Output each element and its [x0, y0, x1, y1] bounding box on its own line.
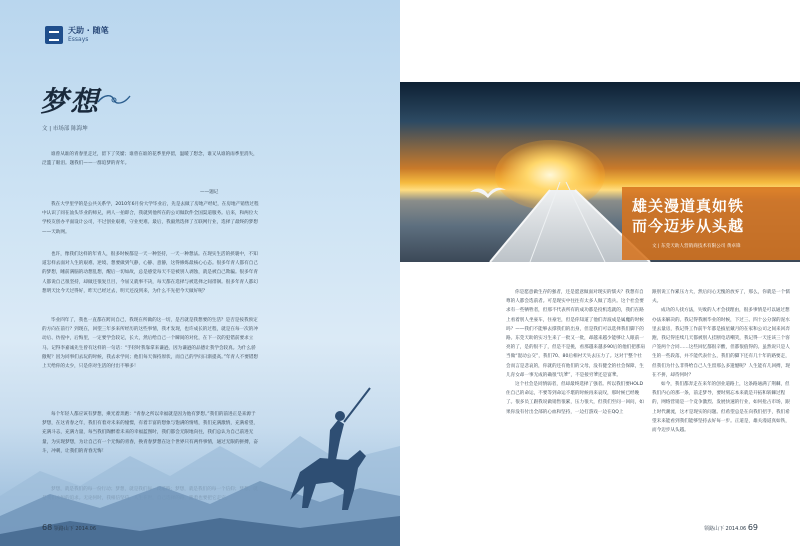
left-footer-text: 领路山下 2014.06 — [53, 526, 97, 532]
intro-paragraph: 谁曾从谁的青春里走过，留下了笑靥；谁曾在谁的花季里停留，温暖了想念，谁又从谁的雨季里消失，泛滥了眼泪。题我们——一群追梦的青年。 — [42, 152, 258, 167]
headline-line-2: 而今迈步从头越 — [632, 217, 745, 235]
headline-box — [622, 187, 800, 260]
right-page-footer — [704, 523, 758, 532]
article-byline: 文 | 市场部 陈海坤 — [42, 126, 88, 132]
left-page-number: 68 — [42, 523, 53, 532]
headline-line-1: 雄关漫道真如铁 — [632, 197, 745, 215]
text-column-1 — [506, 288, 646, 417]
left-page-footer — [42, 523, 96, 532]
body-paragraph-3: 毕业四年了，我也一直都在跨问自己，我现在所做的这一切，是否就是我想要的生活？是否是按我预定的方向在前行？到现在，回望三年多来所经历的这些事情，我才发现，也许成长的过程，就是在每一次的冲动后、彷徨中，后悔里，一定要学会较记，长大，然后给自己一个瞬间的对化，在下一次的犯错前要求立马。记得李嘉诚先生曾有这样的一句话：“手轻时我靠拿来谦逊，因为谦逊的品德让我学会较真。为什么骄傲呢？因为同事们去玩的时候，我去求学问；他们每天保持原状，而自己的学问日渐提高。”年青人不要错想上天给你的太少，只是你对生活的付出不够多！ — [42, 318, 258, 370]
seagull-icon — [468, 182, 508, 206]
column1-paragraph-2: 这个社会是同情弱者，但却最终选择了强者。所以我们要HOLD住自己的命运，不要等到命运不堪的时候再来哀叹，那时候已经晚了。很多员工跟我说做销售很累，压力很大，但我们至问一回问，如果你没有付出全部的心血和坚持，一边打游戏一边在QQ上 — [506, 382, 644, 415]
section-subtitle: Essays — [68, 36, 89, 43]
intro-signature: ——题记 — [200, 190, 219, 195]
body-paragraph-4: 每个年轻人都应该有梦想，乘光着奔跑：“青春之所以幸福就是因为他有梦想。”我们的前进正是来源于梦想，在这青春之年，我们有着对未来的憧憬，有着丰富的想象与饱满的情绪，我们充满激情，充满希望，充满斗志，充满力量，每当我们陶醉着未来的幸福蓝图时，我们都会无限地向往，我们总认为自己前进无量，为实现梦想，为让自己有一个无悔的青春，换青春梦想在这个世界只有两件事情，通过无限的拼搏，奋斗，冲刺，让我们的青春无悔！ — [42, 412, 258, 454]
right-footer-text: 领路山下 2014.06 — [703, 526, 747, 532]
section-header — [45, 26, 109, 44]
horse-rider-silhouette — [270, 380, 380, 520]
right-page-number: 69 — [747, 523, 758, 532]
right-page — [400, 0, 800, 546]
column2-paragraph-1: 跟别说工作累压力大，然后问心无愧的放弃了，那么，你就是一个懦夫。 — [652, 290, 790, 305]
column1-paragraph-1: 你是愿意做生存的强者，还是愿意做面对现实的懦夫？我想有自尊的人都会选前者。可是现实中往往有太多人做了选兵。这个社会要求有一些牺牲者，但那不代表所有的成功都是投机选就的，我们在路上看着别人坐豪车，住豪宅，但是你知道了他们奔波成是属魔的时候吗？——我们不能够去撑我们的出身，但是我们可以选择我们脚下的路。东莞天助的实习生来了一批又一批，却越来越少能够让人眼前一亮的了，是的很不了，但是不是挑，看那越来越多90后的他们把那肩当做“混动公交”，我们70、80后相衬天失去压力了。这对于整个社会而言是悲哀的，你就的还有他们的父母，没有健全的社会保障，生儿育女却一事无成的确很“坑爹”，不是接穷爹还是富爹。 — [506, 290, 646, 378]
section-title: 天助 · 随笔 — [68, 26, 109, 35]
section-logo-icon — [45, 26, 63, 44]
body-paragraph-2: 也许，像我们这样的年青人，很多时候都是一天一种坚持，一天一种想法。在现实生活的挟裹中，不知道怎样去面对人生的艰难、逆境、想要做到气静，心静、意静，这得修炼最核心心态。很多年青人都有自己的梦想，睡前满脑的动想乱想，醒后一切如故，总是感觉每天不是被别人剥蚀，就是被自己欺骗。很多年青人都说自己很坚持，却做还很复旦目，今屈又就事不决，每天都在选择与被选择之间徘徊。很多年青人都幻想明天比今天过得好，昨天已经过去，明天还没到来，为什么不先把今天做好呢？ — [42, 252, 258, 294]
title-swirl-ornament — [96, 92, 132, 106]
headline-byline: 文 | 东莞天助人营销商技术有限公司 黄卓锋 — [652, 244, 741, 249]
text-column-2 — [652, 288, 792, 435]
article-title: 梦想 — [40, 85, 101, 118]
column2-paragraph-3: 如今，我们都奔走在来年的创业道路上，这条路通满了荆棘，但我们内心的那一条，前走梦导，要时刻忘本来就是开拓和斩棘过程的，网络营销是一个竞争激烈、发展快速的行业，如何抢占市场，跟上时代潮流，这才是现实的问题。但希望总是在向我们招手，我们希望未来能看到我们能够坚持去好每一步。正道是，雄关漫道真如铁，而今迈步从头越。 — [652, 382, 790, 434]
column2-paragraph-2: 成功的人找方法，失败的人才会找理由，很多事情是可以通过想办法来解决的。我记得我刚毕业的时候，下过三、四十公分深的泥水里去量房，我记得工作前半年都是披星戴月的在家和公司之间来回奔跑，我记得连续几天都被别人挂断电话嘲笑，我记得一天连该三个客户签两个合同……这些回忆都很辛酸，但都很值得的。虽然说只是人生的一些段落，并不能代表什么，我们的脚下还有几十年的路要走，但我们为什么非得给自己人生留那么多遗憾呢？人生能有几回搏，现在不拼，却待何时？ — [652, 308, 790, 378]
body-paragraph-1: 我在大学里学的是公共关系学，2010年6月份大学毕业后，先是去做了房地产经纪，在房地产销售过程中认识了同在汕头毕业的师兄，两人一拍即合，我就到他所在的公司做软件全国渠道服务。后来，和两位大学校友创办平面设计公司，不过创业艰难，守业更难。最后，我毅然选择了互联网行业，选择了最终的梦想——天助网。 — [42, 202, 259, 235]
